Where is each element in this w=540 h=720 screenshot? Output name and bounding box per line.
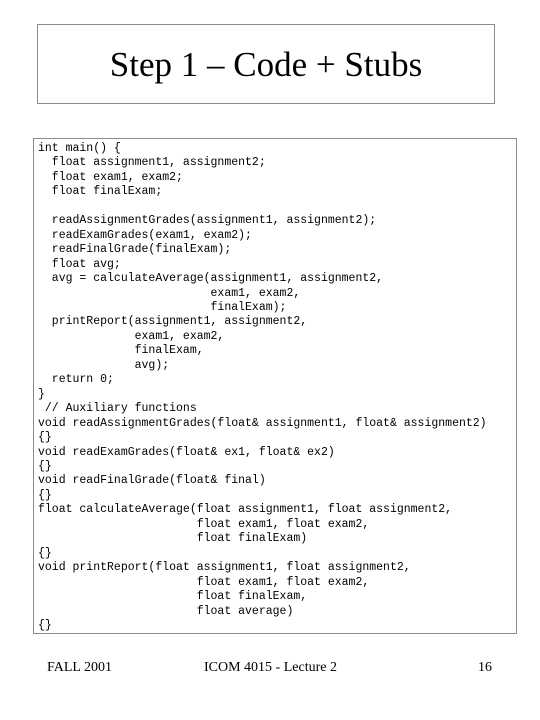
footer-semester: FALL 2001 [47, 660, 112, 675]
code-line: void readExamGrades(float& ex1, float& ex2) [38, 445, 335, 459]
code-line: float exam1, exam2; [38, 170, 183, 184]
code-text [34, 139, 516, 633]
code-line: finalExam); [38, 300, 287, 314]
code-line: {} [38, 546, 52, 560]
code-line: float assignment1, assignment2; [38, 156, 266, 170]
code-line: float calculateAverage(float assignment1, float assignment2, [38, 503, 453, 517]
code-line: readAssignmentGrades(assignment1, assignment2); [38, 214, 377, 228]
code-line: finalExam, [38, 344, 204, 358]
code-line: exam1, exam2, [38, 286, 301, 300]
code-line: {} [38, 618, 52, 632]
code-line: float finalExam) [38, 532, 308, 546]
code-line: {} [38, 459, 52, 473]
code-line: return 0; [38, 373, 114, 387]
code-line: avg); [38, 358, 170, 372]
code-line: {} [38, 488, 52, 502]
code-line: float average) [38, 604, 294, 618]
slide-title: Step 1 – Code + Stubs [109, 44, 423, 84]
code-line: float finalExam; [38, 185, 163, 199]
code-line: void printReport(float assignment1, float assignment2, [38, 561, 411, 575]
code-line: void readAssignmentGrades(float& assignment1, float& assignment2) [38, 416, 487, 430]
code-line: } [38, 387, 45, 401]
code-line: float exam1, float exam2, [38, 575, 370, 589]
code-line: int main() { [38, 142, 121, 155]
footer-page-number: 16 [478, 660, 492, 675]
code-line: void readFinalGrade(float& final) [38, 474, 266, 488]
code-line: avg = calculateAverage(assignment1, assignment2, [38, 272, 384, 286]
code-line: readExamGrades(exam1, exam2); [38, 228, 252, 242]
code-line: // Auxiliary functions [38, 402, 197, 416]
code-line: float exam1, float exam2, [38, 517, 370, 531]
code-line: readFinalGrade(finalExam); [38, 243, 232, 257]
code-line: float finalExam, [38, 590, 308, 604]
footer-course: ICOM 4015 - Lecture 2 [204, 660, 337, 675]
code-line: float avg; [38, 257, 121, 271]
code-block [33, 138, 517, 634]
title-box [37, 24, 495, 104]
code-line: printReport(assignment1, assignment2, [38, 315, 308, 329]
code-line: {} [38, 431, 52, 445]
code-line: exam1, exam2, [38, 329, 225, 343]
